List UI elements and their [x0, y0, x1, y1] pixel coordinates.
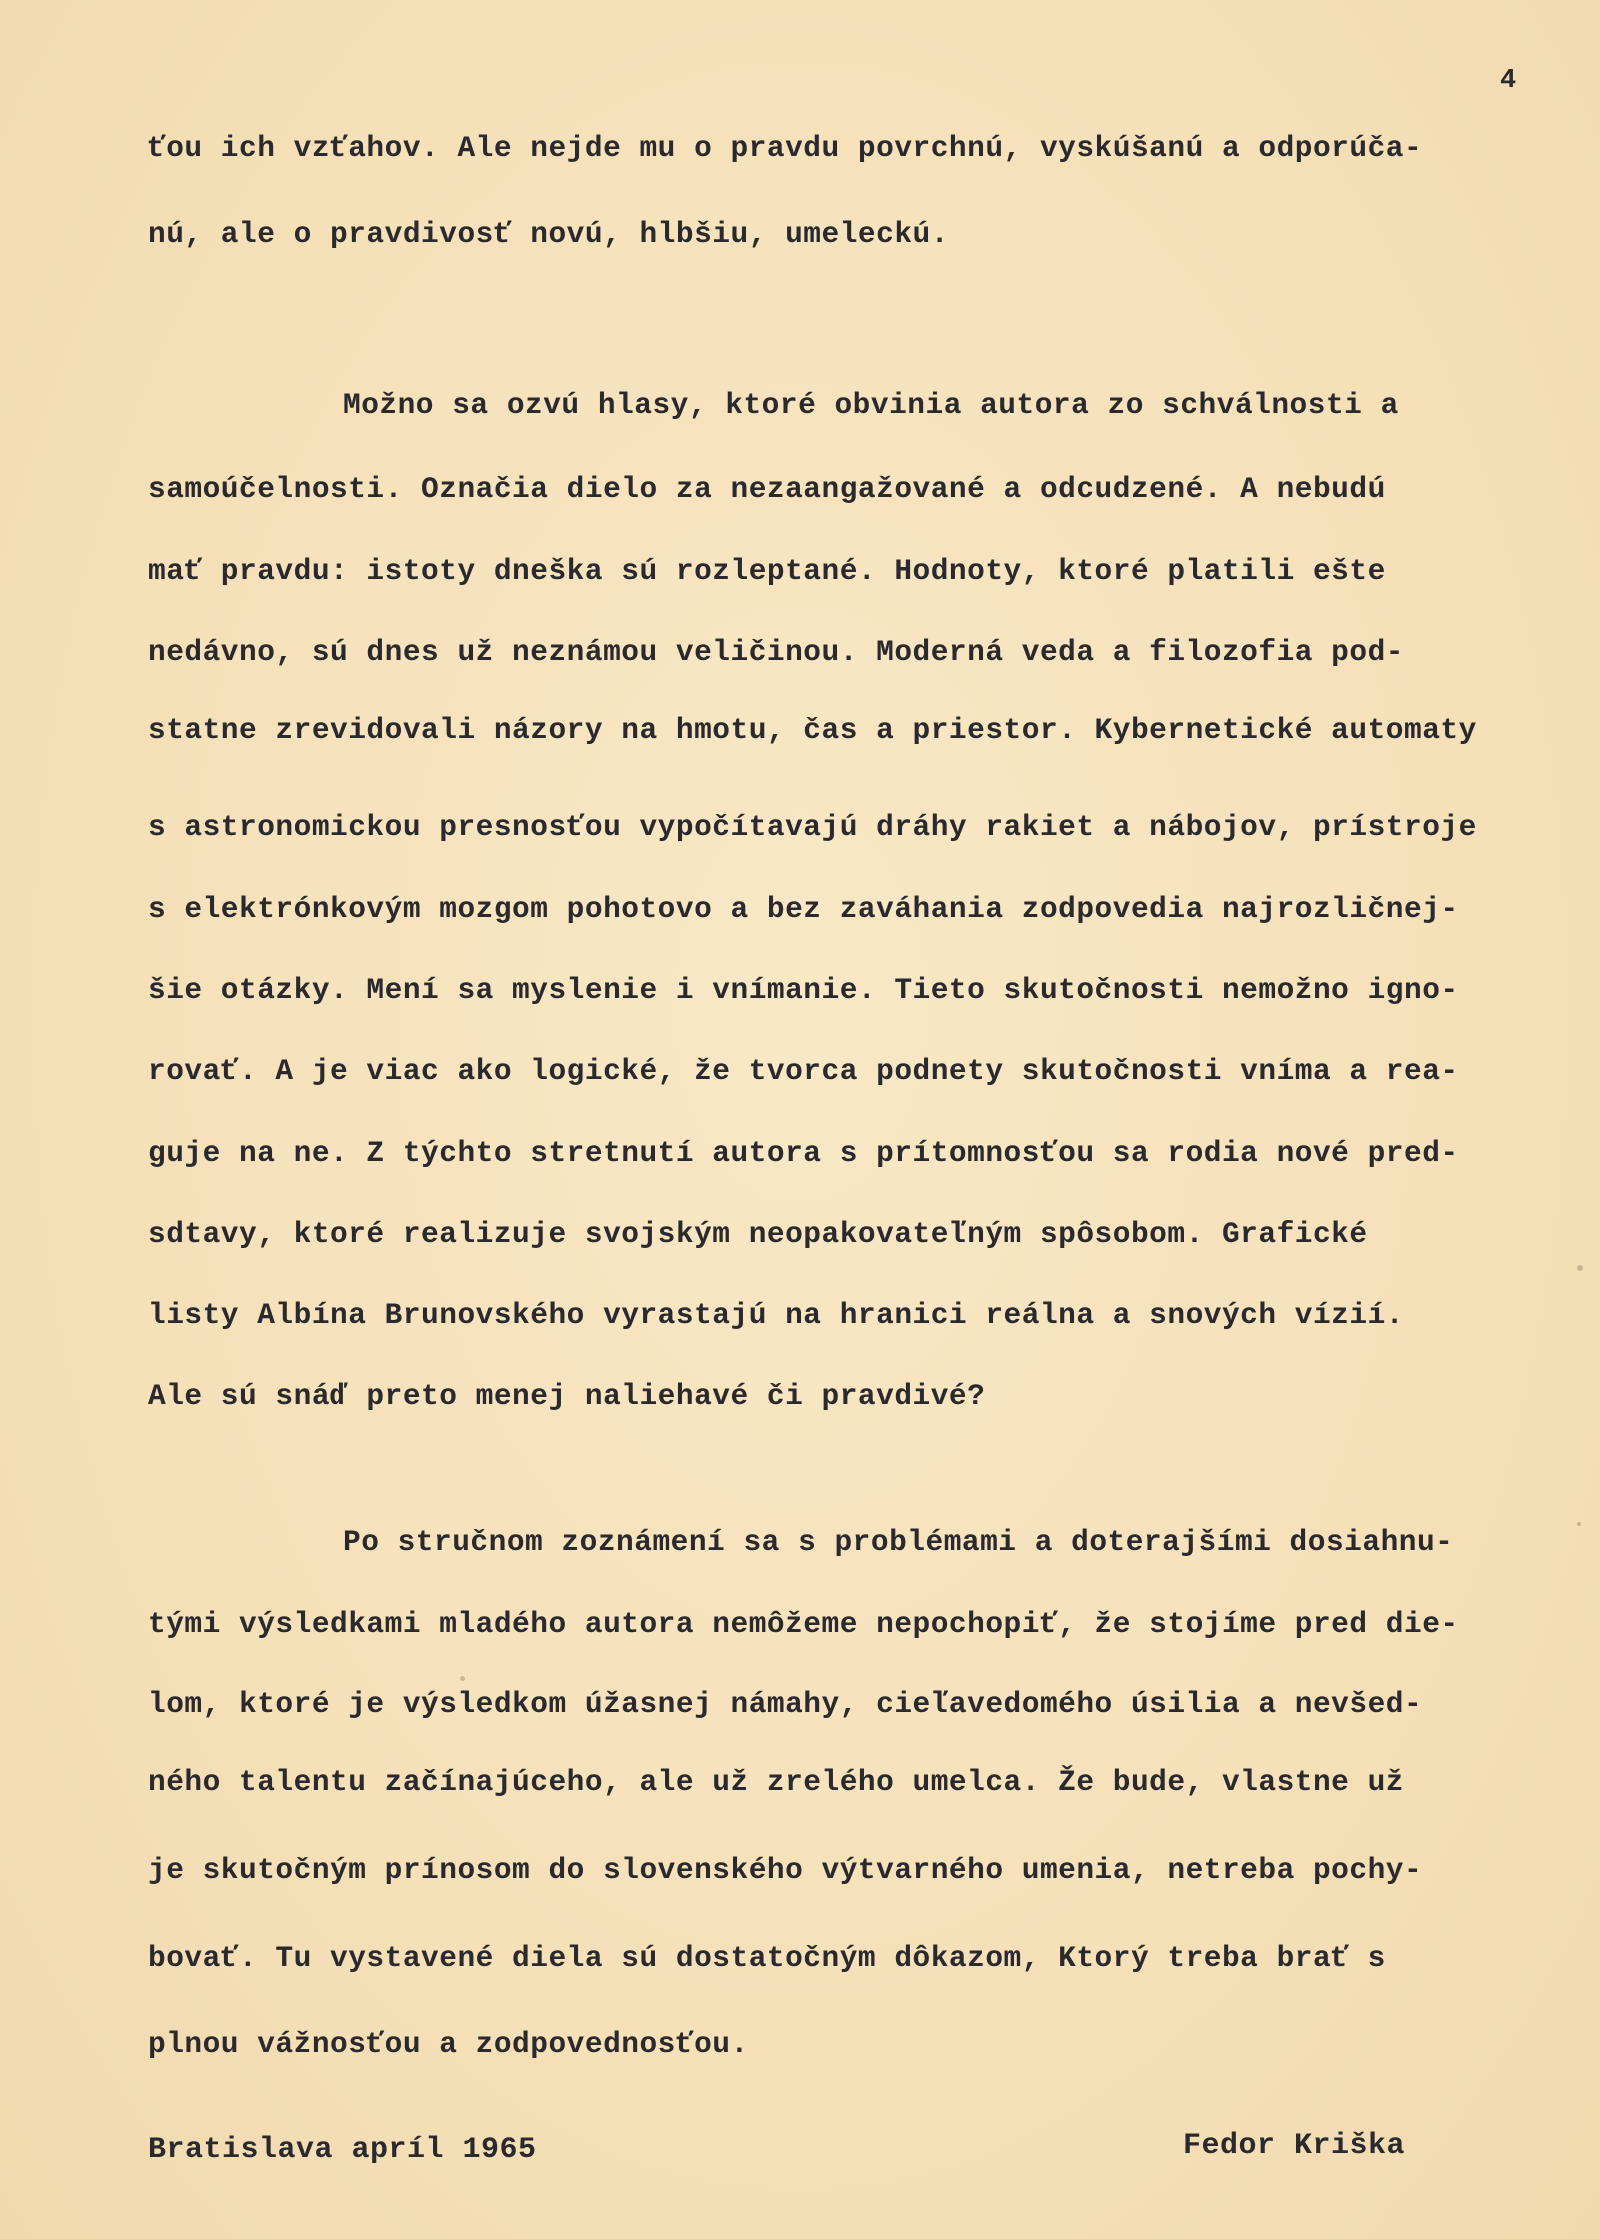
text-line: s elektrónkovým mozgom pohotovo a bez zaváhania zodpovedia najrozličnej-	[148, 892, 1459, 926]
paper-speck	[1577, 1522, 1581, 1526]
paper-speck	[460, 1676, 465, 1681]
text-line: Ale sú snáď preto menej naliehavé či pravdivé?	[148, 1379, 986, 1413]
text-line: nú, ale o pravdivosť novú, hlbšiu, umeleckú.	[148, 217, 949, 251]
text-line: šie otázky. Mení sa myslenie i vnímanie. Tieto skutočnosti nemožno igno-	[148, 973, 1459, 1007]
paper-speck	[1577, 1265, 1583, 1271]
text-line: plnou vážnosťou a zodpovednosťou.	[148, 2027, 749, 2061]
text-line: tými výsledkami mladého autora nemôžeme nepochopiť, že stojíme pred die-	[148, 1607, 1459, 1641]
text-line: Po stručnom zoznámení sa s problémami a doterajšími dosiahnu-	[343, 1525, 1454, 1559]
place-date: Bratislava apríl 1965	[148, 2133, 537, 2167]
text-line: lom, ktoré je výsledkom úžasnej námahy, cieľavedomého úsilia a nevšed-	[148, 1687, 1423, 1721]
text-line: s astronomickou presnosťou vypočítavajú dráhy rakiet a nábojov, prístroje	[148, 810, 1477, 844]
text-line: mať pravdu: istoty dneška sú rozleptané. Hodnoty, ktoré platili ešte	[148, 554, 1386, 588]
text-line: ťou ich vzťahov. Ale nejde mu o pravdu povrchnú, vyskúšanú a odporúča-	[148, 131, 1423, 165]
text-line: nedávno, sú dnes už neznámou veličinou. Moderná veda a filozofia pod-	[148, 635, 1404, 669]
text-line: listy Albína Brunovského vyrastajú na hranici reálna a snových vízií.	[148, 1298, 1404, 1332]
text-line: guje na ne. Z týchto stretnutí autora s prítomnosťou sa rodia nové pred-	[148, 1136, 1459, 1170]
text-line: je skutočným prínosom do slovenského výtvarného umenia, netreba pochy-	[148, 1853, 1423, 1887]
text-line: Možno sa ozvú hlasy, ktoré obvinia autora zo schválnosti a	[343, 388, 1399, 422]
text-line: sdtavy, ktoré realizuje svojským neopakovateľným spôsobom. Grafické	[148, 1217, 1368, 1251]
text-line: ného talentu začínajúceho, ale už zrelého umelca. Že bude, vlastne už	[148, 1765, 1404, 1799]
text-line: samoúčelnosti. Označia dielo za nezaangažované a odcudzené. A nebudú	[148, 472, 1386, 506]
text-line: bovať. Tu vystavené diela sú dostatočným dôkazom, Ktorý treba brať s	[148, 1941, 1386, 1975]
text-line: statne zrevidovali názory na hmotu, čas a priestor. Kybernetické automaty	[148, 713, 1477, 747]
page-number: 4	[1500, 66, 1518, 96]
text-line: rovať. A je viac ako logické, že tvorca podnety skutočnosti vníma a rea-	[148, 1054, 1459, 1088]
author-name: Fedor Kriška	[1183, 2129, 1406, 2163]
